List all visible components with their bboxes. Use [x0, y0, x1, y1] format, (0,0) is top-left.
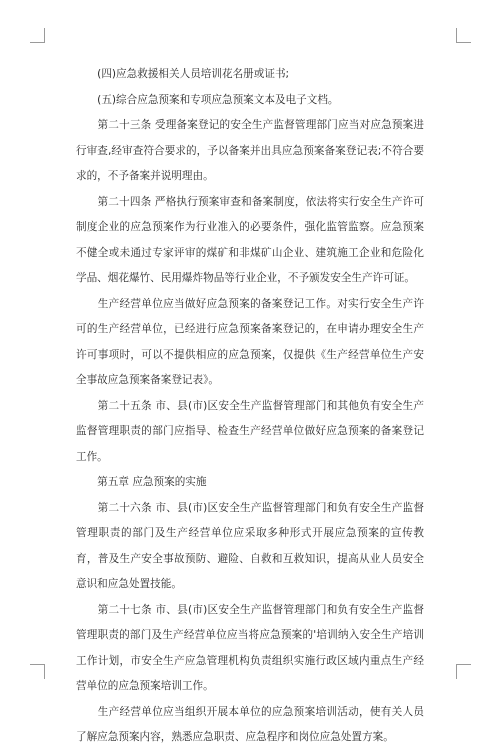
paragraph-registration-work: 生产经营单位应当做好应急预案的备案登记工作。对实行安全生产许可的生产经营单位，已经进行应急预案备案登记的，在申请办理安全生产许可事项时，可以不提供相应的应急预案，仅提供《生产经营单位生产安全事故应急预案备案登记表》。 — [76, 297, 424, 386]
paragraph-article-26: 第二十六条 市、县(市)区安全生产监督管理部门和负有安全生产监督管理职责的部门及生产经营单位应采取多种形式开展应急预案的宣传教育，普及生产安全事故预防、避险、自救和互救知识，提高从业人员安全意识和应急处置技能。 — [76, 501, 424, 590]
crop-mark-top-left — [30, 28, 45, 43]
crop-mark-bottom-left — [30, 664, 45, 679]
paragraph-article-23: 第二十三条 受理备案登记的安全生产监督管理部门应当对应急预案进行审查,经审查符合要求的，予以备案并出具应急预案备案登记表;不符合要求的，不予备案并说明理由。 — [76, 119, 424, 182]
paragraph-article-25: 第二十五条 市、县(市)区安全生产监督管理部门和其他负有安全生产监督管理职责的部门应指导、检查生产经营单位做好应急预案的备案登记工作。 — [76, 399, 424, 463]
crop-mark-top-right — [456, 28, 471, 43]
crop-mark-bottom-right — [456, 664, 471, 679]
paragraph-attachment-5: (五)综合应急预案和专项应急预案文本及电子文档。 — [76, 93, 339, 106]
paragraph-article-27: 第二十七条 市、县(市)区安全生产监督管理部门和负有安全生产监督管理职责的部门及生产经营单位应当将应急预案的'培训纳入安全生产培训工作计划，市安全生产应急管理机构负责组织实施行政区域内重点生产经营单位的应急预案培训工作。 — [76, 603, 424, 692]
chapter-heading-5: 第五章 应急预案的实施 — [76, 476, 207, 488]
document-body — [76, 62, 424, 751]
paragraph-unit-training: 生产经营单位应当组织开展本单位的应急预案培训活动，使有关人员了解应急预案内容，熟悉应急职责、应急程序和岗位应急处置方案。 — [76, 705, 424, 743]
paragraph-attachment-4: (四)应急救援相关人员培训花名册或证书; — [76, 68, 290, 80]
paragraph-article-24: 第二十四条 严格执行预案审查和备案制度，依法将实行安全生产许可制度企业的应急预案作为行业准入的必要条件，强化监管监察。应急预案不健全或未通过专家评审的煤矿和非煤矿山企业、建筑施工企业和危险化学品、烟花爆竹、民用爆炸物品等行业企业，不予颁发安全生产许可证。 — [76, 195, 424, 284]
